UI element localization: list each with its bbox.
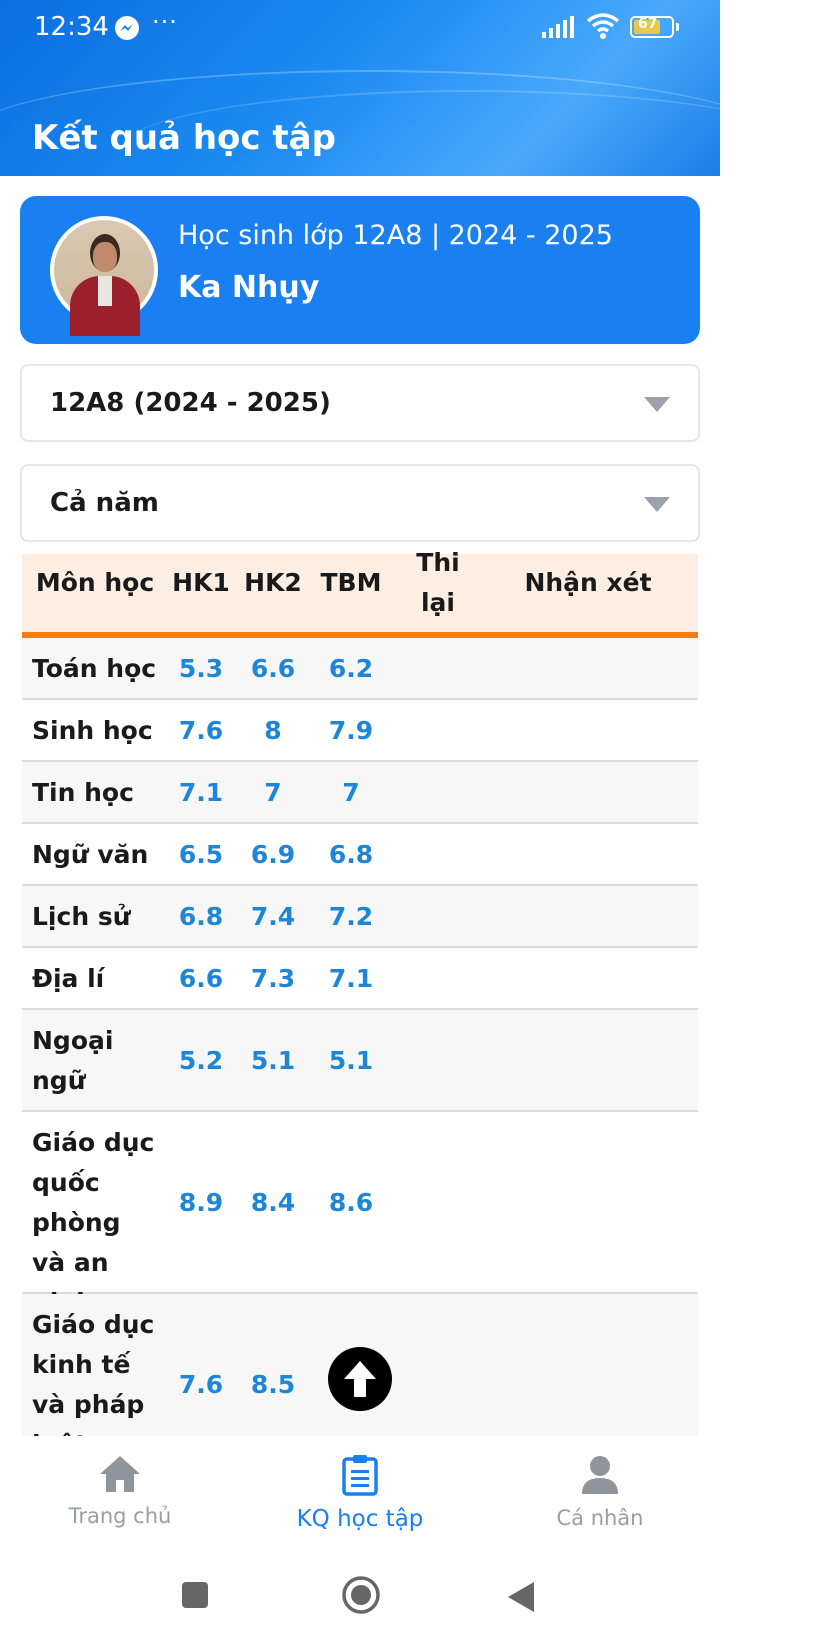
class-select-value: 12A8 (2024 - 2025): [50, 388, 331, 418]
header-hk2: HK2: [244, 568, 302, 597]
score-tbm: 8.6: [328, 1188, 374, 1217]
avatar: [50, 216, 158, 324]
table-row: [22, 886, 698, 948]
bottom-navigation: [0, 1436, 720, 1548]
score-hk1: 7.6: [178, 1370, 224, 1399]
wifi-icon: [586, 12, 620, 44]
score-tbm: 7.1: [328, 964, 374, 993]
student-card: [20, 196, 700, 344]
score-hk1: 6.6: [178, 964, 224, 993]
scroll-to-top-button[interactable]: [328, 1347, 392, 1411]
header-comment: Nhận xét: [524, 568, 652, 597]
header-retake: lại: [420, 588, 455, 617]
subject-name: Toán học: [32, 654, 157, 683]
score-hk2: 7.3: [250, 964, 296, 993]
system-navigation-bar: [0, 1548, 720, 1650]
student-class-info: Học sinh lớp 12A8 | 2024 - 2025: [178, 220, 613, 251]
score-tbm: 5.1: [328, 1046, 374, 1075]
messenger-icon: [115, 16, 139, 40]
table-row: [22, 762, 698, 824]
subject-name: Sinh học: [32, 716, 153, 745]
circle-icon: [340, 1574, 382, 1616]
signal-icon: [542, 16, 576, 42]
score-hk2: 7: [264, 778, 282, 807]
score-hk1: 6.5: [178, 840, 224, 869]
nav-home-label: Trang chủ: [68, 1504, 172, 1528]
home-icon: [98, 1454, 142, 1494]
header-hk1: HK1: [172, 568, 230, 597]
table-row: [22, 1010, 698, 1112]
table-row: [22, 700, 698, 762]
score-hk1: 6.8: [178, 902, 224, 931]
score-hk2: 6.9: [250, 840, 296, 869]
term-select-value: Cả năm: [50, 488, 159, 518]
score-tbm: 7.9: [328, 716, 374, 745]
app-header: [0, 0, 720, 176]
score-tbm: 6.2: [328, 654, 374, 683]
score-hk2: 5.1: [250, 1046, 296, 1075]
subject-name: Ngoại ngữ: [32, 1026, 114, 1095]
score-tbm: 7.2: [328, 902, 374, 931]
nav-results-label: KQ học tập: [296, 1506, 424, 1532]
student-name: Ka Nhụy: [178, 270, 320, 305]
back-button[interactable]: [506, 1580, 536, 1618]
arrow-up-icon: [328, 1347, 392, 1411]
subject-name: Lịch sử: [32, 902, 131, 931]
subject-name: Tin học: [32, 778, 134, 807]
score-hk1: 5.3: [178, 654, 224, 683]
table-row: [22, 638, 698, 700]
home-button[interactable]: [340, 1574, 382, 1620]
score-hk1: 7.6: [178, 716, 224, 745]
header-retake: Thi: [416, 548, 460, 577]
score-hk2: 6.6: [250, 654, 296, 683]
clipboard-icon: [340, 1454, 380, 1496]
score-hk2: 8.5: [250, 1370, 296, 1399]
subject-name: Giáo dục quốc phòng và an: [32, 1128, 155, 1277]
header-tbm: TBM: [320, 568, 382, 597]
subject-name: Giáo dục kinh tế và pháp: [32, 1310, 155, 1419]
score-hk1: 7.1: [178, 778, 224, 807]
score-hk1: 8.9: [178, 1188, 224, 1217]
more-notifications-icon: ···: [152, 8, 178, 36]
status-time: 12:34: [34, 12, 109, 42]
battery-tip: [676, 23, 679, 31]
status-bar: [0, 0, 720, 56]
nav-results[interactable]: [260, 1454, 460, 1532]
score-hk2: 8.4: [250, 1188, 296, 1217]
nav-home[interactable]: [20, 1454, 220, 1528]
chevron-down-icon: [644, 397, 670, 412]
table-row: [22, 1112, 698, 1294]
table-row: [22, 948, 698, 1010]
score-tbm: 6.8: [328, 840, 374, 869]
subject-name: Địa lí: [32, 964, 105, 993]
person-icon: [580, 1454, 620, 1496]
table-header: [22, 548, 698, 638]
chevron-down-icon: [644, 497, 670, 512]
square-icon: [180, 1580, 210, 1610]
nav-profile[interactable]: [500, 1454, 700, 1530]
battery-level: 67: [638, 16, 658, 32]
triangle-back-icon: [506, 1580, 536, 1614]
recent-apps-button[interactable]: [180, 1580, 210, 1614]
page-title: Kết quả học tập: [32, 118, 336, 158]
subject-name: Ngữ văn: [32, 840, 149, 869]
class-select[interactable]: [20, 364, 700, 442]
score-hk2: 7.4: [250, 902, 296, 931]
results-table[interactable]: [22, 548, 698, 1436]
term-select[interactable]: [20, 464, 700, 542]
score-hk2: 8: [264, 716, 282, 745]
battery-icon: [630, 16, 674, 38]
table-row: [22, 824, 698, 886]
score-hk1: 5.2: [178, 1046, 224, 1075]
score-tbm: 7: [342, 778, 360, 807]
nav-profile-label: Cá nhân: [556, 1506, 644, 1530]
header-subject: Môn học: [35, 568, 155, 597]
